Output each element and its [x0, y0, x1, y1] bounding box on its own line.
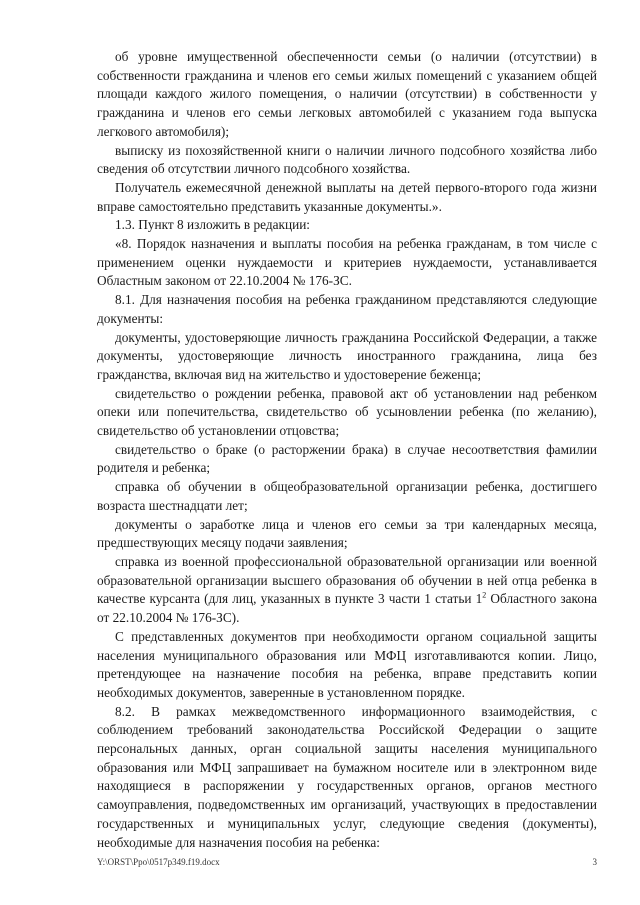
paragraph-birth-certificate: свидетельство о рождении ребенка, правовой акт об установлении над ребенком опеки или попечительства, свидетельство об усыновлении ребенка (по желанию), свидетельство об установлении отцовства; — [97, 385, 597, 439]
paragraph-school-certificate: справка об обучении в общеобразовательной организации ребенка, достигшего возраста шестнадцати лет; — [97, 479, 597, 513]
paragraph-copies: С представленных документов при необходимости органом социальной защиты населения муниципального образования или МФЦ изготавливаются копии. Лицо, претендующее на назначение пособия на ребенка, вправе представить копии необходимых документов, заверенные в установленном порядке. — [97, 628, 597, 700]
paragraph-clause-1-3: 1.3. Пункт 8 изложить в редакции: — [115, 217, 310, 233]
superscript-number: 2 — [482, 590, 487, 600]
paragraph-recipient-note: Получатель ежемесячной денежной выплаты на детей первого-второго года жизни вправе самостоятельно представить указанные документы.». — [97, 179, 597, 214]
paragraph-identity-docs: документы, удостоверяющие личность гражданина Российской Федерации, а также документы, удостоверяющие личность иностранного гражданина, лица без гражданства, включая вид на жительство и удостоверение беженца; — [97, 329, 597, 382]
paragraph-income-docs: документы о заработке лица и членов его семьи за три календарных месяца, предшествующих месяцу подачи заявления; — [97, 516, 597, 551]
file-path: Y:\ORST\Ppo\0517p349.f19.docx — [97, 857, 220, 867]
paragraph-clause-8-2: 8.2. В рамках межведомственного информационного взаимодействия, с соблюдением требований законодательства Российской Федерации о защите персональных данных, орган социальной защиты населения муниципального образования или МФЦ запрашивает на бумажном носителе или в электронном виде находящиеся в распоряжении у государственных органов, органов местного самоуправления, подведомственных им организаций, участвующих в предоставлении государственных и муниципальных услуг, следующие сведения (документы), необходимые для назначения пособия на ребенка: — [97, 703, 597, 850]
paragraph-military-certificate — [97, 553, 597, 628]
paragraph-household-book: выписку из похозяйственной книги о наличии личного подсобного хозяйства либо сведения об отсутствии личного подсобного хозяйства. — [97, 142, 597, 177]
paragraph-property-info: об уровне имущественной обеспеченности семьи (о наличии (отсутствии) в собственности гражданина и членов его семьи жилых помещений с указанием общей площади каждого жилого помещения, о наличии (отсутствии) в собственности у гражданина и членов его семьи легковых автомобилей с указанием года выпуска легкового автомобиля); — [97, 49, 597, 139]
military-text-before: справка из военной профессиональной образовательной организации или военной образовательной организации высшего образования об обучении в ней отца ребенка в качестве курсанта (для лиц, указанных в пункте 3 части 1 статьи 1 — [97, 553, 597, 607]
military-text-after: Областного закона от 22.10.2004 № 176-ЗС). — [97, 591, 598, 626]
page-number: 3 — [592, 857, 597, 867]
paragraph-clause-8-1: 8.1. Для назначения пособия на ребенка гражданином представляются следующие документы: — [97, 292, 597, 326]
document-body — [97, 48, 597, 852]
paragraph-marriage-certificate: свидетельство о браке (о расторжении брака) в случае несоответствия фамилии родителя и ребенка; — [97, 441, 597, 476]
paragraph-clause-8: «8. Порядок назначения и выплаты пособия на ребенка гражданам, в том числе с применением оценки нуждаемости и критериев нуждаемости, устанавливается Областным законом от 22.10.2004 № 176-ЗС. — [97, 236, 597, 289]
